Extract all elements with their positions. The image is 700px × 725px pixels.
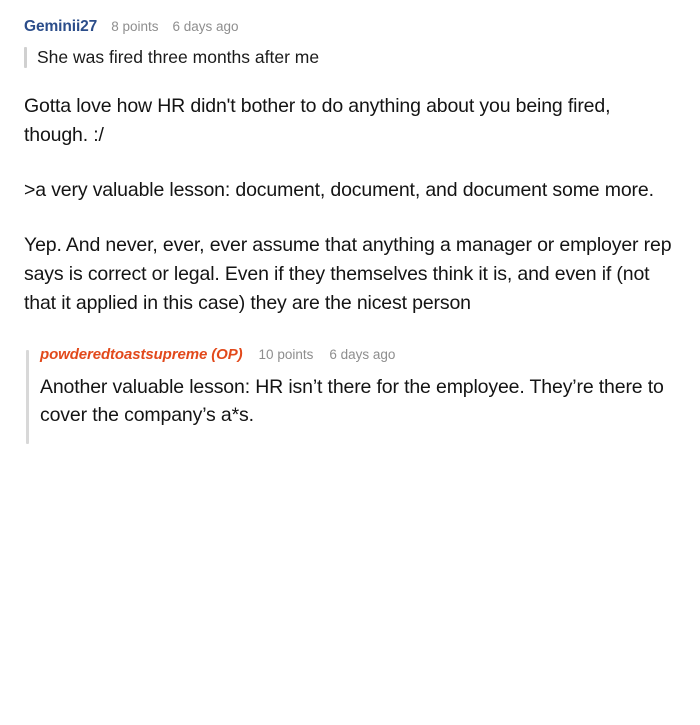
root-comment-meta [24,18,678,36]
nested-reply [26,346,678,431]
root-comment-paragraph-3: Yep. And never, ever, ever assume that anything a manager or employer rep says is correct or legal. Even if they themselves think it is, and even if (not that it applied in this case) they are the nicest person [24,233,672,314]
root-comment-paragraph-1: Gotta love how HR didn't bother to do anything about you being fired, though. :/ [24,95,611,147]
quoted-text: She was fired three months after me [37,47,320,67]
reply-meta [40,346,678,363]
root-comment-points: 8 points [111,19,159,34]
root-comment-author[interactable]: Geminii27 [24,18,98,35]
root-comment-timestamp: 6 days ago [172,19,239,34]
root-comment-paragraph-2: >a very valuable lesson: document, document, and document some more. [24,179,654,202]
reply-text: Another valuable lesson: HR isn’t there for the employee. They’re there to cover the company’s a*s. [40,375,664,427]
reply-points: 10 points [258,346,314,362]
quoted-text-block [24,45,678,70]
reply-timestamp: 6 days ago [329,346,396,362]
reply-author[interactable]: powderedtoastsupreme (OP) [40,345,243,363]
